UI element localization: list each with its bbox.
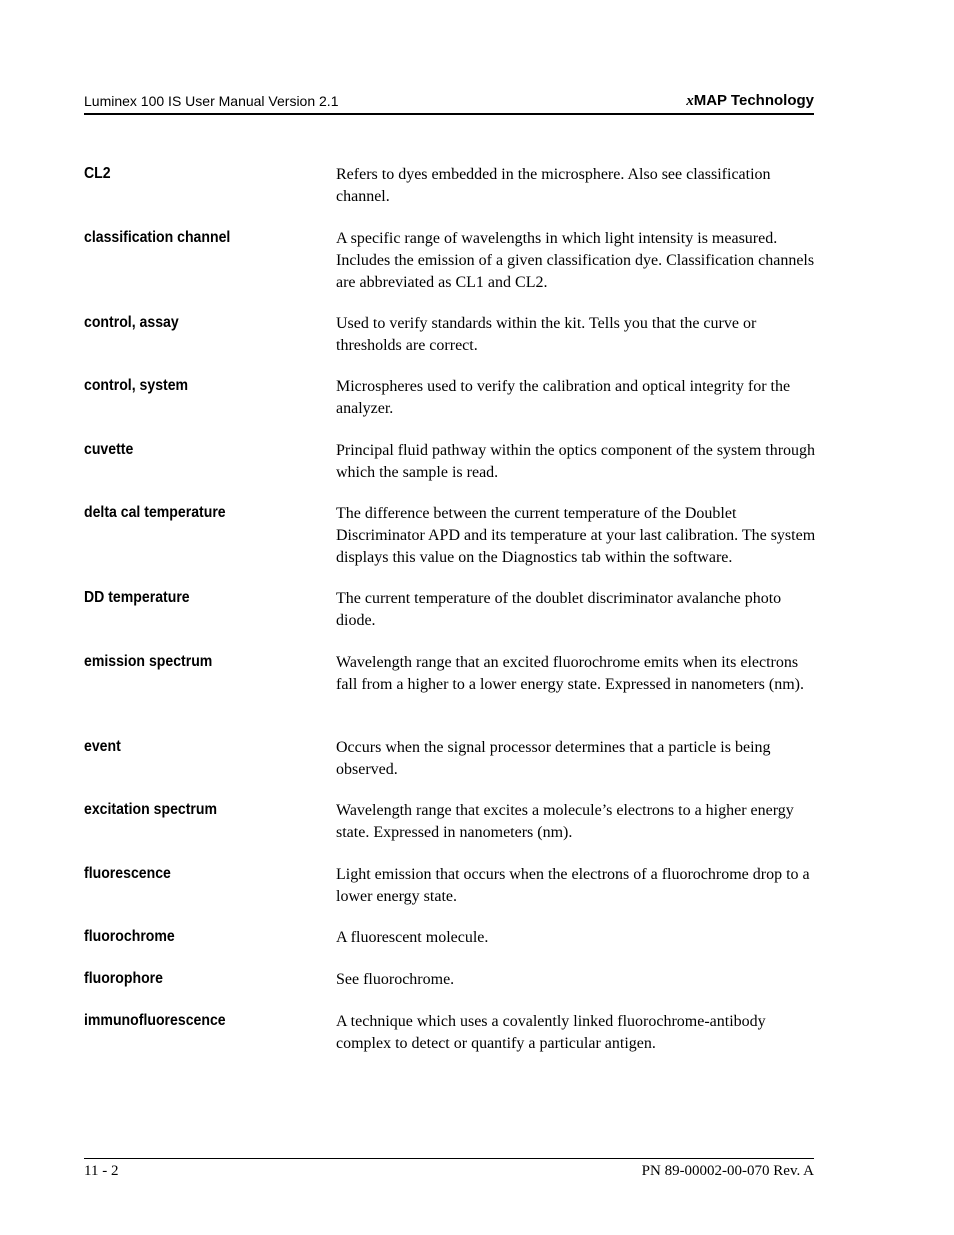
glossary-term: classification channel xyxy=(84,229,231,246)
glossary-definition: A fluorescent molecule. xyxy=(336,929,489,946)
section-title xyxy=(686,92,814,110)
glossary-definition: The difference between the current temperature of the Doublet Discriminator APD and its temperature at your last calibration. The system displays this value on the Diagnostics tab within the software. xyxy=(336,505,816,566)
page-number: 11 - 2 xyxy=(84,1163,119,1179)
glossary-definition: Refers to dyes embedded in the microsphere. Also see classification channel. xyxy=(336,166,771,205)
glossary-definition: The current temperature of the doublet discriminator avalanche photo diode. xyxy=(336,590,782,629)
page-footer xyxy=(84,1158,814,1179)
glossary-definition: Principal fluid pathway within the optics component of the system through which the sample is read. xyxy=(336,442,816,481)
page-header xyxy=(84,91,814,115)
glossary-term: fluorophore xyxy=(84,970,163,987)
glossary-term: fluorescence xyxy=(84,865,171,882)
glossary-definition: Microspheres used to verify the calibration and optical integrity for the analyzer. xyxy=(336,378,791,417)
manual-title: Luminex 100 IS User Manual Version 2.1 xyxy=(84,93,339,109)
glossary-definition: Occurs when the signal processor determines that a particle is being observed. xyxy=(336,739,771,778)
section-title-rest: MAP Technology xyxy=(693,92,814,109)
part-number: PN 89-00002-00-070 Rev. A xyxy=(641,1163,814,1179)
glossary-term: event xyxy=(84,738,121,755)
glossary-term: emission spectrum xyxy=(84,653,213,670)
glossary-definition: Light emission that occurs when the electrons of a fluorochrome drop to a lower energy state. xyxy=(336,866,810,905)
glossary-definition: See fluorochrome. xyxy=(336,971,455,988)
glossary-definition: Used to verify standards within the kit. Tells you that the curve or thresholds are correct. xyxy=(336,315,757,354)
glossary-definition: A technique which uses a covalently linked fluorochrome-antibody complex to detect or quantify a particular antigen. xyxy=(336,1013,766,1052)
glossary-term: control, assay xyxy=(84,314,179,331)
glossary-definition: A specific range of wavelengths in which light intensity is measured. Includes the emission of a given classification dye. Classification channels are abbreviated as CL1 and CL2. xyxy=(336,230,815,291)
glossary-term: control, system xyxy=(84,377,189,394)
glossary-definition: Wavelength range that excites a molecule’s electrons to a higher energy state. Expressed in nanometers (nm). xyxy=(336,802,794,841)
glossary-term: excitation spectrum xyxy=(84,801,218,818)
glossary-definition: Wavelength range that an excited fluorochrome emits when its electrons fall from a higher to a lower energy state. Expressed in nanometers (nm). xyxy=(336,654,804,693)
glossary-term: cuvette xyxy=(84,441,134,458)
glossary-term: CL2 xyxy=(84,165,111,182)
glossary-term: delta cal temperature xyxy=(84,504,226,521)
glossary-term: fluorochrome xyxy=(84,928,175,945)
glossary-term: immunofluorescence xyxy=(84,1012,226,1029)
glossary-term: DD temperature xyxy=(84,589,190,606)
section-title-prefix: x xyxy=(686,93,694,109)
